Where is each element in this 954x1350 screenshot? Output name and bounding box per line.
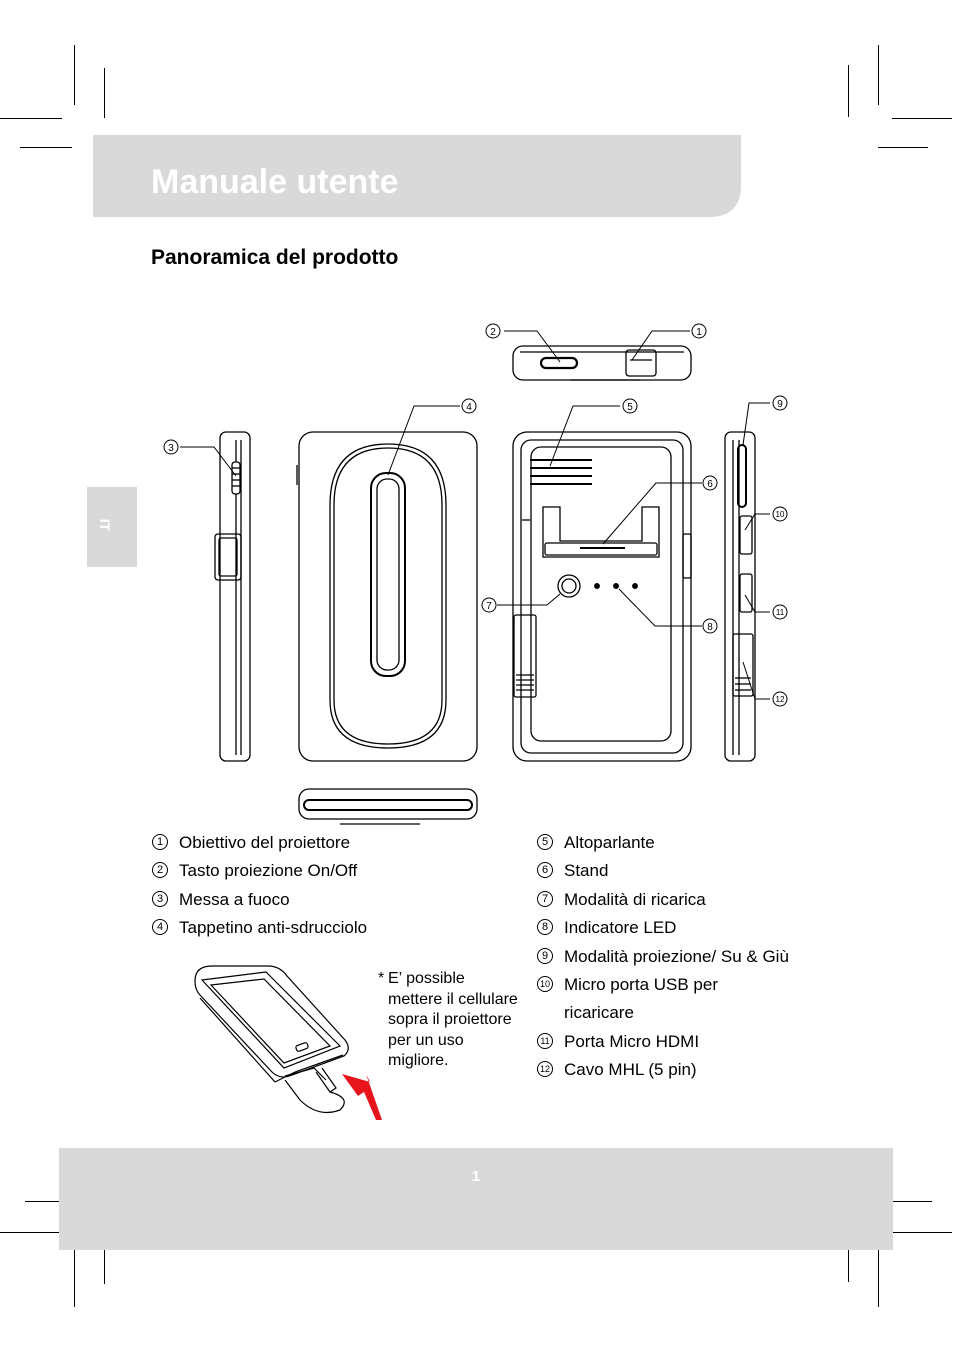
callout-1: 1 (696, 327, 702, 338)
list-item (537, 917, 827, 945)
list-item (537, 889, 827, 917)
list-item (152, 917, 512, 945)
legend-text: Modalità di ricarica (564, 889, 706, 909)
footer-band (59, 1148, 893, 1250)
legend-left (152, 832, 512, 946)
device-bottom-view (299, 789, 477, 824)
legend-number: 4 (152, 919, 168, 935)
device-side-view-left (215, 432, 250, 761)
callout-7: 7 (486, 601, 492, 612)
callout-4: 4 (466, 402, 472, 413)
legend-number: 8 (537, 919, 553, 935)
legend-text: Cavo MHL (5 pin) (564, 1060, 697, 1080)
legend-text: Micro porta USB per (564, 974, 718, 994)
list-item (537, 946, 827, 974)
legend-text: Tappetino anti-sdrucciolo (179, 918, 368, 938)
list-item (152, 860, 512, 888)
list-item (537, 1031, 827, 1059)
legend-text: Messa a fuoco (179, 889, 290, 909)
list-item (152, 832, 512, 860)
legend-number: 3 (152, 891, 168, 907)
callout-8: 8 (707, 622, 713, 633)
note-marker: * (378, 970, 385, 987)
legend-text: Obiettivo del proiettore (179, 833, 351, 852)
callout-leader-lines (180, 331, 770, 699)
page-title: Manuale utente (151, 163, 399, 201)
legend-text: Stand (564, 861, 609, 881)
list-item (537, 974, 827, 1002)
legend-number: 2 (152, 862, 168, 878)
legend-text: ricaricare (564, 1003, 634, 1023)
callout-6: 6 (707, 479, 713, 490)
device-back-view (297, 432, 477, 761)
section-title: Panoramica del prodotto (151, 246, 399, 269)
legend-text: Tasto proiezione On/Off (179, 861, 358, 881)
callout-9: 9 (777, 399, 783, 410)
legend-text: Modalità proiezione/ Su & Giù (564, 946, 789, 966)
legend-number-empty (537, 1004, 553, 1020)
callout-11: 11 (775, 608, 785, 617)
legend-number: 12 (537, 1061, 553, 1077)
note-text: E’ possible mettere il cellulare sopra il proiettore per un uso migliore. (388, 970, 518, 1069)
legend-number: 7 (537, 891, 553, 907)
legend-text: Porta Micro HDMI (564, 1031, 700, 1051)
page-number: 1 (471, 1168, 481, 1185)
legend-number: 11 (537, 1033, 553, 1049)
list-item (152, 889, 512, 917)
callout-2: 2 (490, 327, 496, 338)
usage-note (378, 969, 518, 1072)
legend-number: 1 (152, 834, 168, 850)
legend-text: Indicatore LED (564, 918, 677, 938)
device-front-view (513, 432, 691, 761)
legend-number: 5 (537, 834, 553, 850)
callout-5: 5 (627, 402, 633, 413)
device-side-view-right (725, 432, 755, 761)
list-item (537, 860, 827, 888)
callout-3: 3 (168, 443, 174, 454)
legend-number: 9 (537, 948, 553, 964)
phone-on-projector-illustration (195, 966, 385, 1120)
device-top-view (513, 346, 691, 380)
list-item (537, 1059, 827, 1087)
legend-right (537, 832, 827, 1088)
legend-number: 6 (537, 862, 553, 878)
language-tab-label: IT (97, 518, 114, 532)
legend-number: 10 (537, 976, 553, 992)
legend-text: Altoparlante (564, 833, 655, 852)
callout-12: 12 (775, 695, 785, 704)
list-item (537, 1002, 827, 1030)
callout-markers (164, 324, 787, 706)
callout-10: 10 (775, 510, 785, 519)
list-item (537, 832, 827, 860)
